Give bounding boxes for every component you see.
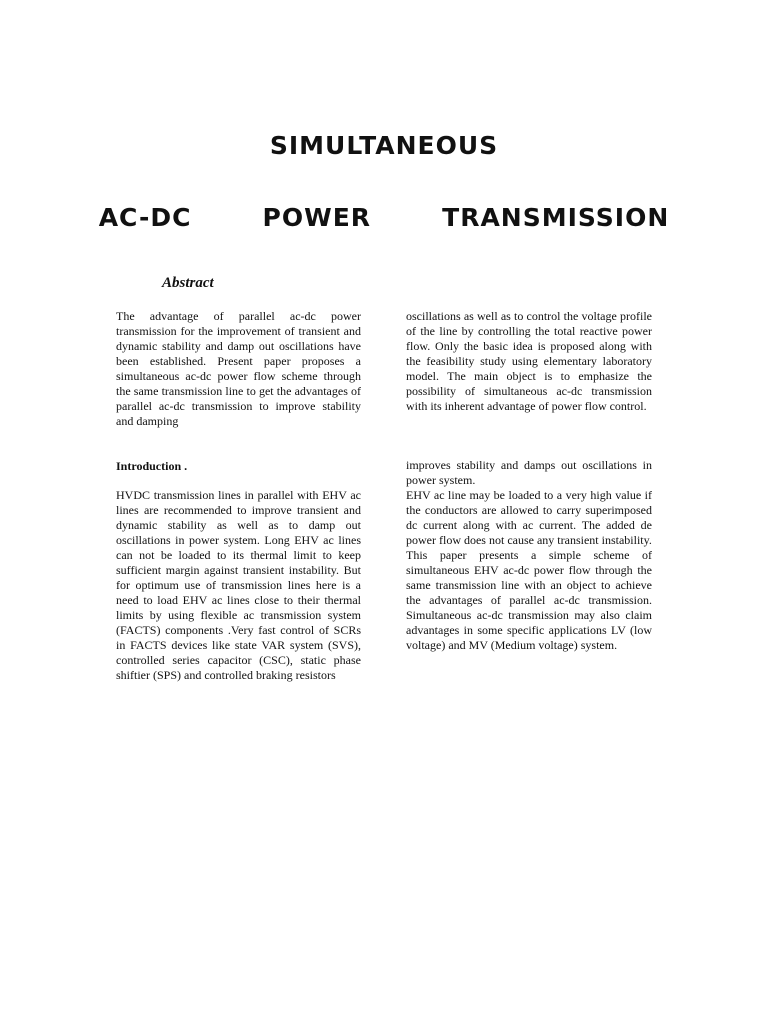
abstract-right-paragraph: oscillations as well as to control the voltage profile of the line by controlling the total reactive power flow. Only the basic idea is proposed along with the feasibility study using elementary laboratory model. The main object is to emphasize the possibility of simultaneous ac-dc transmission with its inherent advantage of power flow control. [406, 309, 652, 413]
abstract-heading: Abstract [162, 275, 214, 291]
introduction-left-paragraph: HVDC transmission lines in parallel with EHV ac lines are recommended to improve transient and dynamic stability as well as to damp out oscillations in power system. Long EHV ac lines can not be loaded to its thermal limit to keep sufficient margin against transient instability. But for optimum use of transmission lines here is a need to load EHV ac lines close to their thermal limits by using flexible ac transmission system (FACTS) components .Very fast control of SCRs in FACTS devices like state VAR system (SVS), controlled series capacitor (CSC), static phase shiftier (SPS) and controlled braking resistors [116, 488, 361, 682]
title-line-2: AC-DC POWER TRANSMISSION [98, 203, 670, 232]
title-line-1: SIMULTANEOUS [269, 131, 499, 160]
introduction-heading: Introduction . [116, 459, 188, 473]
introduction-right-paragraph-2: EHV ac line may be loaded to a very high value if the conductors are allowed to carry superimposed dc current along with ac current. The added de power flow does not cause any transient instability. [406, 488, 652, 547]
abstract-left-paragraph: The advantage of parallel ac-dc power transmission for the improvement of transient and dynamic stability and damp out oscillations have been established. Present paper proposes a simultaneous ac-dc power flow scheme through the same transmission line to get the advantages of parallel ac-dc transmission to improve stability and damping [116, 309, 361, 428]
introduction-right-column [406, 458, 652, 653]
introduction-right-paragraph-1: improves stability and damps out oscillations in power system. [406, 458, 652, 487]
introduction-right-paragraph-3: This paper presents a simple scheme of simultaneous EHV ac-dc power flow through the same transmission line with an object to achieve the advantages of parallel ac-dc transmission. Simultaneous ac-dc transmission may also claim advantages in some specific applications LV (low voltage) and MV (Medium voltage) system. [406, 548, 652, 652]
